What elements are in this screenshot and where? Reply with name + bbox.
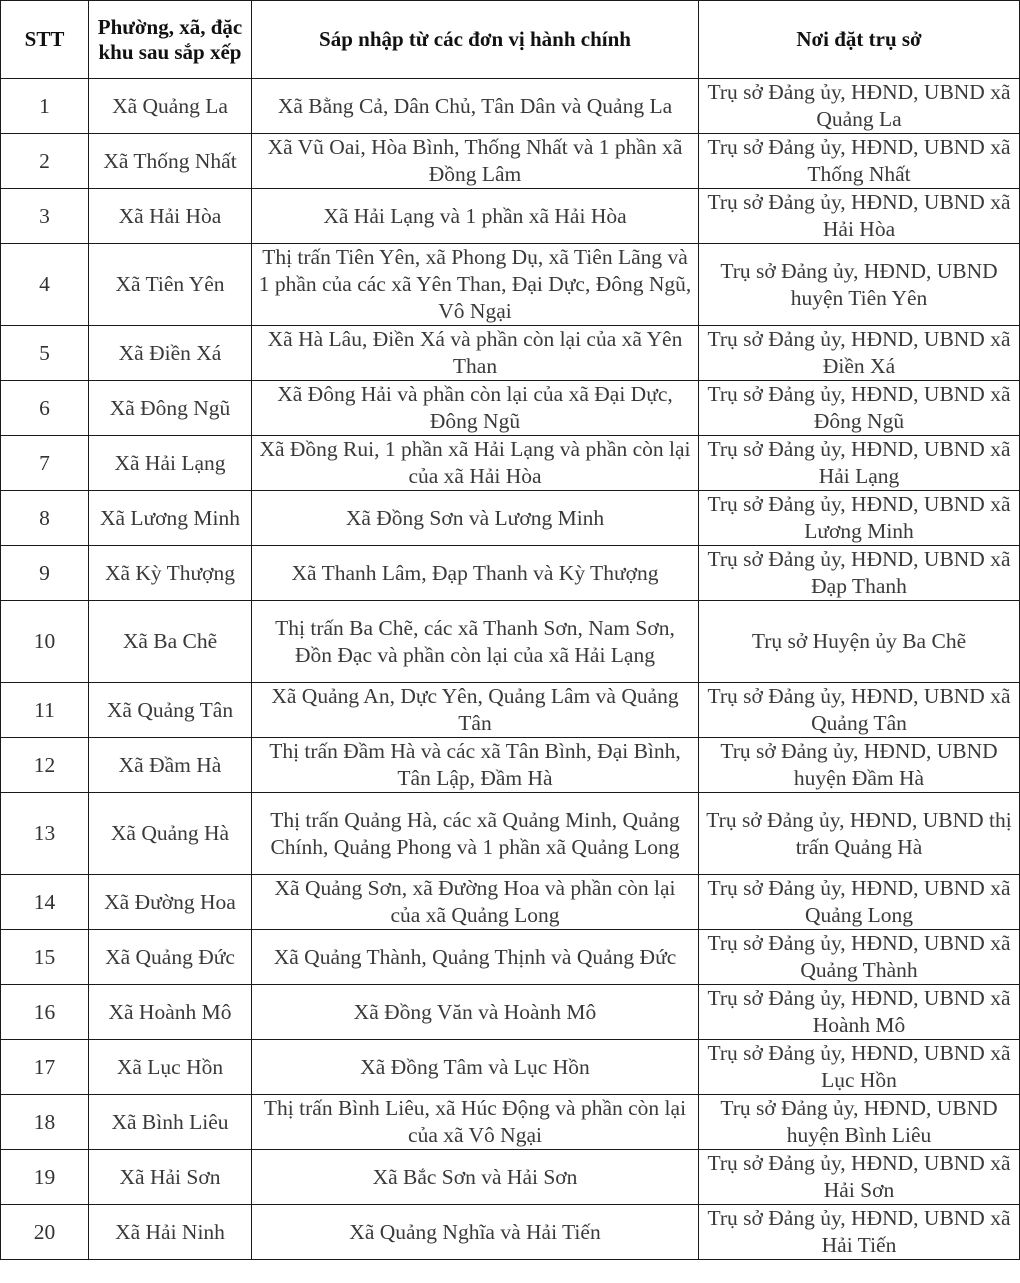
merged-cell: Xã Quảng Nghĩa và Hải Tiến bbox=[252, 1205, 699, 1260]
office-cell: Trụ sở Đảng ủy, HĐND, UBND xã Quảng La bbox=[699, 79, 1020, 134]
ward-cell: Xã Hải Hòa bbox=[89, 189, 252, 244]
stt-cell: 15 bbox=[1, 930, 89, 985]
table-row bbox=[1, 436, 1020, 491]
table-row bbox=[1, 875, 1020, 930]
ward-cell: Xã Thống Nhất bbox=[89, 134, 252, 189]
header-office: Nơi đặt trụ sở bbox=[699, 1, 1020, 79]
ward-cell: Xã Đông Ngũ bbox=[89, 381, 252, 436]
stt-cell: 6 bbox=[1, 381, 89, 436]
ward-cell: Xã Tiên Yên bbox=[89, 244, 252, 326]
office-cell: Trụ sở Đảng ủy, HĐND, UBND xã Điền Xá bbox=[699, 326, 1020, 381]
ward-cell: Xã Hải Sơn bbox=[89, 1150, 252, 1205]
ward-cell: Xã Lục Hồn bbox=[89, 1040, 252, 1095]
office-cell: Trụ sở Đảng ủy, HĐND, UBND xã Lương Minh bbox=[699, 491, 1020, 546]
merged-cell: Xã Đồng Tâm và Lục Hồn bbox=[252, 1040, 699, 1095]
table-row bbox=[1, 546, 1020, 601]
ward-cell: Xã Điền Xá bbox=[89, 326, 252, 381]
stt-cell: 5 bbox=[1, 326, 89, 381]
stt-cell: 2 bbox=[1, 134, 89, 189]
ward-cell: Xã Kỳ Thượng bbox=[89, 546, 252, 601]
header-stt: STT bbox=[1, 1, 89, 79]
office-cell: Trụ sở Đảng ủy, HĐND, UBND xã Đông Ngũ bbox=[699, 381, 1020, 436]
ward-cell: Xã Bình Liêu bbox=[89, 1095, 252, 1150]
table-row bbox=[1, 189, 1020, 244]
stt-cell: 20 bbox=[1, 1205, 89, 1260]
table-row bbox=[1, 1150, 1020, 1205]
office-cell: Trụ sở Huyện ủy Ba Chẽ bbox=[699, 601, 1020, 683]
table-row bbox=[1, 381, 1020, 436]
stt-cell: 3 bbox=[1, 189, 89, 244]
stt-cell: 16 bbox=[1, 985, 89, 1040]
table-row bbox=[1, 134, 1020, 189]
table-row bbox=[1, 1205, 1020, 1260]
stt-cell: 8 bbox=[1, 491, 89, 546]
merged-cell: Xã Hà Lâu, Điền Xá và phần còn lại của xã Yên Than bbox=[252, 326, 699, 381]
stt-cell: 17 bbox=[1, 1040, 89, 1095]
table-row bbox=[1, 793, 1020, 875]
table-row bbox=[1, 683, 1020, 738]
merged-cell: Xã Quảng An, Dực Yên, Quảng Lâm và Quảng Tân bbox=[252, 683, 699, 738]
merged-cell: Thị trấn Ba Chẽ, các xã Thanh Sơn, Nam Sơn, Đồn Đạc và phần còn lại của xã Hải Lạng bbox=[252, 601, 699, 683]
office-cell: Trụ sở Đảng ủy, HĐND, UBND thị trấn Quảng Hà bbox=[699, 793, 1020, 875]
ward-cell: Xã Hải Ninh bbox=[89, 1205, 252, 1260]
stt-cell: 12 bbox=[1, 738, 89, 793]
table-row bbox=[1, 985, 1020, 1040]
ward-cell: Xã Quảng Đức bbox=[89, 930, 252, 985]
merged-cell: Xã Quảng Thành, Quảng Thịnh và Quảng Đức bbox=[252, 930, 699, 985]
merged-cell: Thị trấn Đầm Hà và các xã Tân Bình, Đại Bình, Tân Lập, Đầm Hà bbox=[252, 738, 699, 793]
stt-cell: 10 bbox=[1, 601, 89, 683]
ward-cell: Xã Đường Hoa bbox=[89, 875, 252, 930]
header-ward: Phường, xã, đặc khu sau sắp xếp bbox=[89, 1, 252, 79]
table-row bbox=[1, 79, 1020, 134]
office-cell: Trụ sở Đảng ủy, HĐND, UBND xã Đạp Thanh bbox=[699, 546, 1020, 601]
table-row bbox=[1, 326, 1020, 381]
ward-cell: Xã Lương Minh bbox=[89, 491, 252, 546]
stt-cell: 14 bbox=[1, 875, 89, 930]
merged-cell: Thị trấn Tiên Yên, xã Phong Dụ, xã Tiên Lãng và 1 phần của các xã Yên Than, Đại Dực, Đông Ngũ, Vô Ngại bbox=[252, 244, 699, 326]
merged-cell: Xã Vũ Oai, Hòa Bình, Thống Nhất và 1 phần xã Đồng Lâm bbox=[252, 134, 699, 189]
office-cell: Trụ sở Đảng ủy, HĐND, UBND xã Hải Tiến bbox=[699, 1205, 1020, 1260]
table-row bbox=[1, 1040, 1020, 1095]
stt-cell: 1 bbox=[1, 79, 89, 134]
ward-cell: Xã Đầm Hà bbox=[89, 738, 252, 793]
stt-cell: 19 bbox=[1, 1150, 89, 1205]
merged-cell: Xã Đông Hải và phần còn lại của xã Đại Dực, Đông Ngũ bbox=[252, 381, 699, 436]
header-merged: Sáp nhập từ các đơn vị hành chính bbox=[252, 1, 699, 79]
office-cell: Trụ sở Đảng ủy, HĐND, UBND xã Hải Sơn bbox=[699, 1150, 1020, 1205]
ward-cell: Xã Quảng Tân bbox=[89, 683, 252, 738]
office-cell: Trụ sở Đảng ủy, HĐND, UBND xã Hải Hòa bbox=[699, 189, 1020, 244]
ward-cell: Xã Ba Chẽ bbox=[89, 601, 252, 683]
merged-cell: Xã Bằng Cả, Dân Chủ, Tân Dân và Quảng La bbox=[252, 79, 699, 134]
merged-cell: Xã Hải Lạng và 1 phần xã Hải Hòa bbox=[252, 189, 699, 244]
table-row bbox=[1, 244, 1020, 326]
stt-cell: 9 bbox=[1, 546, 89, 601]
merged-cell: Xã Quảng Sơn, xã Đường Hoa và phần còn lại của xã Quảng Long bbox=[252, 875, 699, 930]
ward-cell: Xã Quảng La bbox=[89, 79, 252, 134]
ward-cell: Xã Hải Lạng bbox=[89, 436, 252, 491]
office-cell: Trụ sở Đảng ủy, HĐND, UBND huyện Tiên Yên bbox=[699, 244, 1020, 326]
office-cell: Trụ sở Đảng ủy, HĐND, UBND xã Quảng Long bbox=[699, 875, 1020, 930]
office-cell: Trụ sở Đảng ủy, HĐND, UBND xã Quảng Tân bbox=[699, 683, 1020, 738]
stt-cell: 4 bbox=[1, 244, 89, 326]
stt-cell: 11 bbox=[1, 683, 89, 738]
office-cell: Trụ sở Đảng ủy, HĐND, UBND huyện Bình Liêu bbox=[699, 1095, 1020, 1150]
header-row bbox=[1, 1, 1020, 79]
merged-cell: Thị trấn Quảng Hà, các xã Quảng Minh, Quảng Chính, Quảng Phong và 1 phần xã Quảng Long bbox=[252, 793, 699, 875]
stt-cell: 18 bbox=[1, 1095, 89, 1150]
office-cell: Trụ sở Đảng ủy, HĐND, UBND xã Hoành Mô bbox=[699, 985, 1020, 1040]
ward-cell: Xã Quảng Hà bbox=[89, 793, 252, 875]
table-row bbox=[1, 491, 1020, 546]
office-cell: Trụ sở Đảng ủy, HĐND, UBND xã Quảng Thành bbox=[699, 930, 1020, 985]
office-cell: Trụ sở Đảng ủy, HĐND, UBND xã Hải Lạng bbox=[699, 436, 1020, 491]
table-row bbox=[1, 930, 1020, 985]
stt-cell: 13 bbox=[1, 793, 89, 875]
merged-cell: Thị trấn Bình Liêu, xã Húc Động và phần còn lại của xã Vô Ngại bbox=[252, 1095, 699, 1150]
stt-cell: 7 bbox=[1, 436, 89, 491]
merged-cell: Xã Thanh Lâm, Đạp Thanh và Kỳ Thượng bbox=[252, 546, 699, 601]
table-row bbox=[1, 1095, 1020, 1150]
office-cell: Trụ sở Đảng ủy, HĐND, UBND xã Lục Hồn bbox=[699, 1040, 1020, 1095]
table-row bbox=[1, 738, 1020, 793]
merged-cell: Xã Đồng Sơn và Lương Minh bbox=[252, 491, 699, 546]
merged-cell: Xã Đồng Văn và Hoành Mô bbox=[252, 985, 699, 1040]
table-row bbox=[1, 601, 1020, 683]
office-cell: Trụ sở Đảng ủy, HĐND, UBND huyện Đầm Hà bbox=[699, 738, 1020, 793]
ward-cell: Xã Hoành Mô bbox=[89, 985, 252, 1040]
merged-cell: Xã Bắc Sơn và Hải Sơn bbox=[252, 1150, 699, 1205]
merged-cell: Xã Đồng Rui, 1 phần xã Hải Lạng và phần còn lại của xã Hải Hòa bbox=[252, 436, 699, 491]
office-cell: Trụ sở Đảng ủy, HĐND, UBND xã Thống Nhất bbox=[699, 134, 1020, 189]
